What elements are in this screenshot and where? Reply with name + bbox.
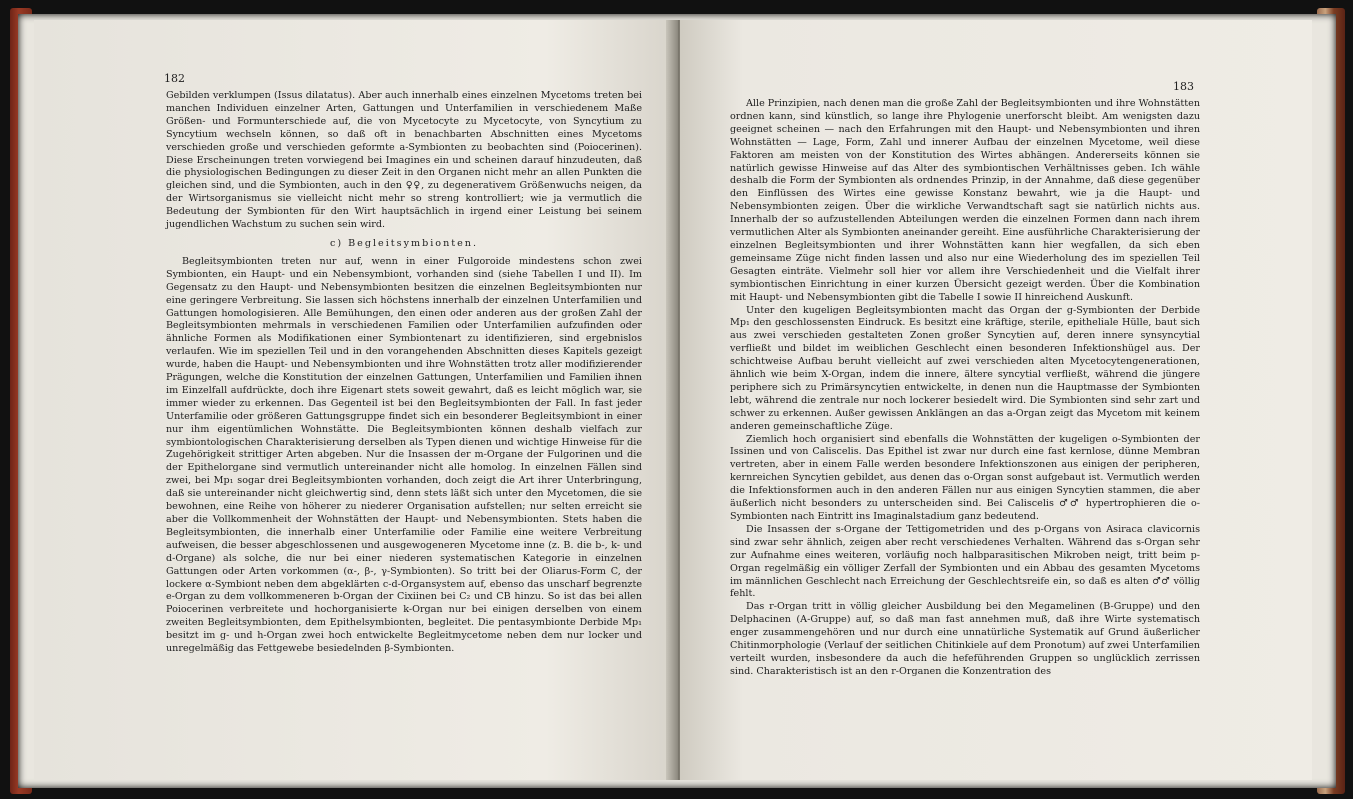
paragraph: Das r-Organ tritt in völlig gleicher Ausbildung bei den Megamelinen (B-Gruppe) und den Delphacinen (A-Gruppe) auf, so daß man fast annehmen muß, daß ihre Wirte systematisch enger zusammengehören und nur durch eine unnatürliche Systematik auf Grund äußerlicher Chitinmorphologie (Verlauf der seitlichen Chitinkiele auf dem Pronotum) auf zwei Unterfamilien verteilt wurden, insbesondere da auch die hefeführenden Gruppen so unglücklich zerrissen sind. Charakteristisch ist an den r-Organen die Konzentration des <box>730 601 1200 677</box>
paragraph: Unter den kugeligen Begleitsymbionten macht das Organ der g-Symbionten der Derbide Mp₁ den geschlossensten Eindruck. Es besitzt eine kräftige, sterile, epitheliale Hülle, baut sich aus zwei verschieden gestalteten Zonen großer Syncytien auf, deren innere synsyncytial verfließt und bildet im weiblichen Geschlecht einen besonderen Infektionshügel aus. Der schichtweise Aufbau beruht vielleicht auf zwei verschieden alten Mycetocytengenerationen, ähnlich wie beim X-Organ, indem die innere, ältere syncytial verfließt, während die jüngere periphere sich zu Primärsyncytien entwickelte, in denen nun die Hauptmasse der Symbionten lebt, während die zentrale nur noch lockerer besiedelt wird. Die Symbionten sind sehr zart und schwer zu erkennen. Außer gewissen Anklängen an das a-Organ zeigt das Mycetom mit keinem anderen gemeinschaftliche Züge. <box>730 304 1200 432</box>
paragraph: Ziemlich hoch organisiert sind ebenfalls die Wohnstätten der kugeligen o-Symbionten der Issinen und von Caliscelis. Das Epithel ist zwar nur durch eine fast kernlose, dünne Membran vertreten, aber in einem Falle werden besondere Infektionszonen aus einigen der peripheren, kernreichen Syncytien gebildet, aus denen das o-Organ sonst aufgebaut ist. Vermutlich werden die Infektionsformen auch in den anderen Fällen nur aus einigen Syncytien stammen, die aber äußerlich nicht besonders zu unterscheiden sind. Bei Caliscelis ♂♂ hypertrophieren die o-Symbionten nach Eintritt ins Imaginalstadium ganz bedeutend. <box>730 433 1200 522</box>
section-heading: c) Begleitsymbionten. <box>329 237 479 249</box>
paragraph: Begleitsymbionten treten nur auf, wenn in einer Fulgoroide mindestens schon zwei Symbionten, ein Haupt- und ein Nebensymbiont, vorhanden sind (siehe Tabellen I und II). Im Gegensatz zu den Haupt- und Nebensymbionten besitzen die einzelnen Begleitsymbionten nur eine geringere Verbreitung. Sie lassen sich höchstens innerhalb der einzelnen Unterfamilien und Gattungen homologisieren. Alle Bemühungen, den einen oder anderen aus der großen Zahl der Begleitsymbionten mehrmals in verschiedenen Familien oder Unterfamilien aufzufinden oder ähnliche Formen als Modifikationen einer Symbiontenart zu identifizieren, sind ergebnislos verlaufen. Wie im speziellen Teil und in den vorangehenden Abschnitten dieses Kapitels gezeigt wurde, haben die Haupt- und Nebensymbionten und ihre Wohnstätten trotz aller modifizierender Prägungen, welche die Konstitution der einzelnen Gattungen, Unterfamilien und Familien ihnen im Einzelfall aufdrückte, doch ihre Eigenart stets soweit gewahrt, daß es leicht möglich war, sie immer wieder zu erkennen. Das Gegenteil ist bei den Begleitsymbionten der Fall. In fast jeder Unterfamilie oder größeren Gattungsgruppe findet sich ein besonderer Begleitsymbiont in einer nur ihm eigentümlichen Wohnstätte. Die Begleitsymbionten können deshalb vielfach zur symbiontologischen Charakterisierung derselben als Typen dienen und wichtige Hinweise für die Zugehörigkeit strittiger Arten abgeben. Nur die Insassen der m-Organe der Fulgorinen und die der Epithelorgane sind vermutlich untereinander nicht alle homolog. In einzelnen Fällen sind zwei, bei Mp₁ sogar drei Begleitsymbionten vorhanden, doch zeigt die Art ihrer Unterbringung, daß sie untereinander nicht gleichwertig sind, denn stets läßt sich unter den Mycetomen, die sie bewohnen, eine Reihe von höherer zu niederer Organisation aufstellen; nur selten erreicht sie aber die Vollkommenheit der Wohnstätten der Haupt- und Nebensymbionten. Stets haben die Begleitsymbionten, die innerhalb einer Unterfamilie oder Familie eine weitere Verbreitung aufweisen, die besser abgeschlossenen und ausgewogeneren Mycetome inne (z. B. die b-, k- und d-Organe) als solche, die nur bei einer niederen systematischen Kategorie in einzelnen Gattungen oder Arten vorkommen (α-, β-, γ-Symbionten). So tritt bei der Oliarus-Form C, der lockere α-Symbiont neben dem abgeklärten c-d-Organsystem auf, ebenso das unscharf begrenzte e-Organ zu dem vollkommeneren b-Organ der Cixiinen bei C₂ und CB hinzu. So ist das bei allen Poiocerinen verbreitete und hochorganisierte k-Organ nur bei einigen derselben von einem zweiten Begleitsymbionten, dem Epithelsymbionten, begleitet. Die pentasymbionte Derbide Mp₁ besitzt im g- und h-Organ zwei hoch entwickelte Begleitmycetome neben dem nur locker und unregelmäßig das Fettgewebe besiedelnden β-Symbionten. <box>166 255 642 655</box>
paragraph: Gebilden verklumpen (Issus dilatatus). Aber auch innerhalb eines einzelnen Mycetoms treten bei manchen Individuen einzelner Arten, Gattungen und Unterfamilien in verschiedenem Maße Größen- und Formunterschiede auf, die von Mycetocyte zu Mycetocyte, von Syncytium zu Syncytium wechseln können, so daß oft in benachbarten Abschnitten eines Mycetoms verschieden große und verschieden geformte a-Symbionten zu beobachten sind (Poiocerinen). Diese Erscheinungen treten vorwiegend bei Imagines ein und scheinen darauf hinzudeuten, daß die physiologischen Bedingungen zu dieser Zeit in den Organen nicht mehr an allen Punkten die gleichen sind, und die Symbionten, auch in den ♀♀, zu degenerativem Größenwuchs neigen, da der Wirtsorganismus sie vielleicht nicht mehr so streng kontrolliert; wie ja vermutlich die Bedeutung der Symbionten für den Wirt hauptsächlich in irgend einer Leistung bei seinem jugendlichen Wachstum zu suchen sein wird. <box>166 90 642 231</box>
paragraph: Die Insassen der s-Organe der Tettigometriden und des p-Organs von Asiraca clavicornis sind zwar sehr ähnlich, zeigen aber recht verschiedenes Verhalten. Während das s-Organ sehr zur Aufnahme eines weiteren, vorläufig noch halbparasitischen Mikroben neigt, tritt beim p-Organ regelmäßig ein völliger Zerfall der Symbionten und ein Abbau des gesamten Mycetoms im männlichen Geschlecht nach Erreichung der Geschlechtsreife ein, so daß es alten ♂♂ völlig fehlt. <box>730 523 1200 600</box>
right-page-text <box>730 98 1200 679</box>
page-number-left: 182 <box>164 72 185 85</box>
left-page-text <box>166 90 642 656</box>
right-page <box>680 20 1312 780</box>
page-number-right: 183 <box>1173 80 1194 93</box>
left-page <box>34 20 674 780</box>
paragraph: Alle Prinzipien, nach denen man die große Zahl der Begleitsymbionten und ihre Wohnstätten ordnen kann, sind künstlich, so lange ihre Phylogenie unerforscht bleibt. Am wenigsten dazu geeignet scheinen — nach den Erfahrungen mit den Haupt- und Nebensymbionten und ihren Wohnstätten — Lage, Form, Zahl und innerer Aufbau der einzelnen Mycetome, weil diese Faktoren am meisten von der Konstitution des Wirtes abhängen. Andererseits können sie natürlich gewisse Hinweise auf das Alter des symbiontischen Verhältnisses geben. Ich wähle deshalb die Form der Symbionten als ordnendes Prinzip, in der Annahme, daß diese gegenüber den Einflüssen des Wirtes eine gewisse Konstanz bewahrt, wie ja die Haupt- und Nebensymbionten zeigen. Über die wirkliche Verwandtschaft sagt sie natürlich nichts aus. Innerhalb der so aufzustellenden Abteilungen werden die einzelnen Formen dann nach ihrem vermutlichen Alter als Symbionten aneinander gereiht. Eine ausführliche Charakterisierung der einzelnen Begleitsymbionten und ihrer Wohnstätten kann hier wegfallen, da sich eben gemeinsame Züge nicht finden lassen und also nur eine Wiederholung des im speziellen Teil Gesagten einträte. Vielmehr soll hier vor allem ihre Verschiedenheit und die Vielfalt ihrer symbiontischen Einrichtung in einer kurzen Übersicht gezeigt werden. Über die Kombination mit Haupt- und Nebensymbionten gibt die Tabelle I sowie II hinreichend Auskunft. <box>730 98 1200 303</box>
